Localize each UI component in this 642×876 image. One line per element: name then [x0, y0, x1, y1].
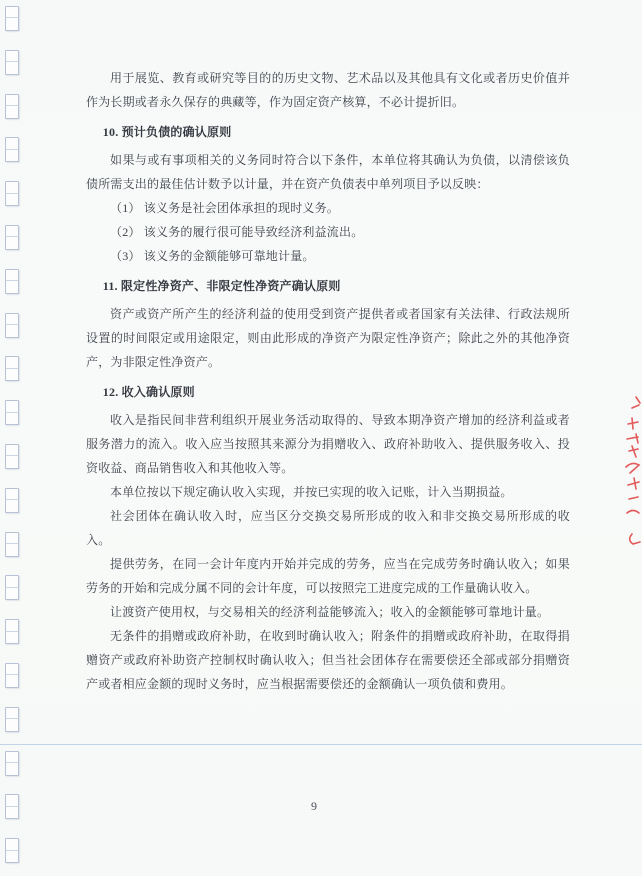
list-item: （1） 该义务是社会团体承担的现时义务。 — [110, 201, 340, 215]
paragraph: 提供劳务，在同一会计年度内开始并完成的劳务，应当在完成劳务时确认收入；如果劳务的开始和完成分属不同的会计年度，可以按照完工进度完成的工作量确认收入。 — [86, 557, 570, 595]
binding-hole — [5, 707, 19, 732]
binding-hole — [5, 269, 19, 294]
binding-hole — [5, 488, 19, 513]
binding-hole — [5, 532, 19, 557]
paragraph: 无条件的捐赠或政府补助，在收到时确认收入；附条件的捐赠或政府补助，在取得捐赠资产或政府补助资产控制权时确认收入；但当社会团体存在需要偿还全部或部分捐赠资产或者相应金额的现时义务时，应当根据需要偿还的金额确认一项负债和费用。 — [86, 629, 570, 691]
binding-hole — [5, 838, 19, 863]
binding-hole — [5, 356, 19, 381]
binding-hole — [5, 137, 19, 162]
binding-hole — [5, 663, 19, 688]
page-number: 9 — [311, 799, 317, 813]
binding-hole — [5, 94, 19, 119]
binding-hole — [5, 181, 19, 206]
scan-artifact-line — [0, 744, 642, 745]
red-ink-mark — [623, 394, 642, 554]
binding-hole — [5, 400, 19, 425]
binding-hole — [5, 619, 19, 644]
paragraph: 本单位按以下规定确认收入实现，并按已实现的收入记账，计入当期损益。 — [110, 485, 513, 499]
paragraph: 让渡资产使用权，与交易相关的经济利益能够流入；收入的金额能够可靠地计量。 — [110, 605, 550, 619]
binding-hole — [5, 6, 19, 31]
paragraph: 用于展览、教育或研究等目的的历史文物、艺术品以及其他具有文化或者历史价值并作为长期或者永久保存的典藏等，作为固定资产核算，不必计提折旧。 — [86, 71, 570, 109]
document-text — [86, 66, 570, 696]
list-item: （3） 该义务的金额能够可靠地计量。 — [110, 249, 315, 263]
binding-hole — [5, 444, 19, 469]
section-heading: 12. 收入确认原则 — [102, 385, 195, 399]
paragraph: 资产或资产所产生的经济利益的使用受到资产提供者或者国家有关法律、行政法规所设置的时间限定或用途限定，则由此形成的净资产为限定性净资产；除此之外的其他净资产，为非限定性净资产。 — [86, 307, 570, 369]
section-heading: 11. 限定性净资产、非限定性净资产确认原则 — [102, 279, 341, 293]
section-heading: 10. 预计负债的确认原则 — [102, 125, 232, 139]
paragraph: 社会团体在确认收入时，应当区分交换交易所形成的收入和非交换交易所形成的收入。 — [86, 509, 570, 547]
paragraph: 如果与或有事项相关的义务同时符合以下条件，本单位将其确认为负债，以清偿该负债所需支出的最佳估计数予以计量，并在资产负债表中单列项目予以反映： — [86, 153, 570, 191]
binding-hole — [5, 575, 19, 600]
binding-hole — [5, 50, 19, 75]
binding-hole — [5, 313, 19, 338]
binding-hole — [5, 751, 19, 776]
list-item: （2） 该义务的履行很可能导致经济利益流出。 — [110, 225, 364, 239]
binding-hole — [5, 225, 19, 250]
red-ink-strokes — [623, 394, 642, 554]
paragraph: 收入是指民间非营利组织开展业务活动取得的、导致本期净资产增加的经济利益或者服务潜力的流入。收入应当按照其来源分为捐赠收入、政府补助收入、提供服务收入、投资收益、商品销售收入和其他收入等。 — [86, 413, 570, 475]
